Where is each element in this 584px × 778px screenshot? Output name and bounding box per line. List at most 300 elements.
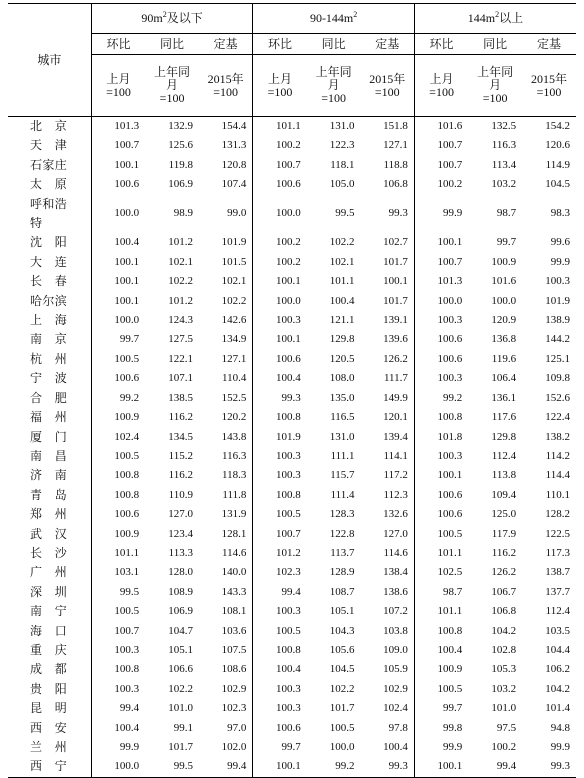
group-label-pre: 144m [467,11,496,25]
value-cell: 100.0 [91,195,145,234]
value-cell: 102.2 [221,294,247,307]
value-cell: 100.7 [414,156,468,175]
value-cell: 114.1 [383,449,408,462]
value-cell: 100.8 [91,466,145,485]
value-cell: 117.9 [491,527,517,540]
base-line: 上年同 [477,65,514,79]
group-label-post: 以上 [499,11,524,25]
city-cell: 西安 [30,720,67,735]
value-cell: 102.2 [329,682,355,695]
value-cell: 103.6 [221,624,247,637]
value-cell: 100.9 [91,408,145,427]
city-cell: 福州 [30,410,67,425]
value-cell: 106.9 [168,605,193,618]
value-cell: 106.9 [168,178,193,191]
value-cell: 111.7 [383,372,408,385]
group-label-post: 及以下 [166,11,203,25]
value-cell: 122.1 [168,352,193,365]
value-cell: 99.5 [335,207,355,220]
value-cell: 99.3 [253,389,307,408]
value-cell: 100.4 [383,741,408,753]
value-cell: 102.7 [383,236,408,249]
value-cell: 137.7 [545,585,570,598]
value-cell: 100.3 [253,602,307,621]
value-cell: 102.5 [414,563,468,582]
value-cell: 127.0 [168,508,193,521]
city-cell: 南京 [30,332,67,347]
value-cell: 100.8 [414,408,468,427]
value-cell: 105.6 [329,643,355,656]
value-cell: 100.1 [414,757,468,777]
value-cell: 100.2 [491,741,517,753]
city-cell: 昆明 [30,701,67,716]
group-header-small [91,4,253,34]
value-cell: 138.7 [545,566,570,579]
value-cell: 113.4 [491,158,517,171]
value-cell: 127.1 [221,352,247,365]
value-cell: 102.2 [168,275,193,288]
value-cell: 101.2 [253,544,307,563]
value-cell: 135.0 [329,391,355,404]
value-cell: 101.1 [329,275,355,288]
value-cell: 113.7 [330,546,355,559]
value-cell: 99.2 [91,389,145,408]
value-cell: 131.0 [329,430,355,443]
value-cell: 104.2 [491,624,517,637]
value-cell: 105.0 [329,178,355,191]
value-cell: 120.9 [491,314,517,327]
city-cell: 大连 [30,254,67,269]
value-cell: 101.9 [221,236,247,249]
city-cell: 宁波 [30,371,67,386]
value-cell: 100.8 [253,641,307,660]
value-cell: 116.2 [491,546,517,559]
value-cell: 100.2 [414,175,468,194]
value-cell: 111.4 [330,488,355,501]
value-cell: 100.3 [414,311,468,330]
value-cell: 100.4 [91,719,145,738]
value-cell: 102.3 [221,702,247,715]
value-cell: 110.9 [168,488,193,501]
value-cell: 132.6 [383,508,408,521]
value-cell: 151.8 [383,120,408,132]
value-cell: 100.7 [91,622,145,641]
table-row [8,719,576,738]
value-cell: 101.0 [168,702,193,715]
value-cell: 100.1 [253,330,307,349]
value-cell: 116.2 [168,411,193,424]
table-row [8,660,576,679]
table-row [8,350,576,369]
value-cell: 101.7 [383,255,408,268]
table-row [8,272,576,291]
base-line: 月 [327,78,340,92]
value-cell: 109.8 [545,372,570,385]
value-cell: 138.9 [545,314,570,327]
value-cell: 114.6 [383,546,408,559]
value-cell: 98.7 [414,583,468,602]
value-cell: 100.6 [253,719,307,738]
value-cell: 107.4 [221,178,247,191]
base-line: =100 [106,84,131,99]
value-cell: 128.9 [329,566,355,579]
sub-header-fixed-base: 定基 [199,34,253,55]
value-cell: 118.3 [222,469,247,482]
table-row [8,699,576,718]
city-cell: 上海 [30,313,67,328]
value-cell: 99.3 [522,757,576,777]
value-cell: 143.8 [221,430,247,443]
value-cell: 105.3 [491,663,517,676]
city-cell: 贵阳 [30,681,67,696]
value-cell: 124.3 [168,314,193,327]
value-cell: 99.9 [550,741,570,753]
value-cell: 108.9 [168,585,193,598]
value-cell: 99.4 [468,757,522,777]
base-header-2015 [522,55,576,117]
value-cell: 116.5 [330,411,355,424]
value-cell: 114.9 [545,158,570,171]
value-cell: 99.1 [173,721,193,734]
value-cell: 112.4 [491,449,517,462]
value-cell: 100.6 [253,175,307,194]
value-cell: 104.3 [329,624,355,637]
value-cell: 122.4 [545,411,570,424]
value-cell: 120.6 [545,139,570,152]
value-cell: 120.5 [329,352,355,365]
value-cell: 120.2 [221,411,247,424]
value-cell: 128.0 [168,566,193,579]
value-cell: 102.9 [221,682,247,695]
value-cell: 100.3 [253,311,307,330]
sub-header-yoy: 同比 [468,34,522,55]
value-cell: 103.5 [545,624,570,637]
table-row [8,641,576,660]
value-cell: 100.2 [253,253,307,272]
value-cell: 98.7 [496,207,517,220]
base-header-prev-month [414,55,468,117]
value-cell: 100.1 [91,156,145,175]
value-cell: 154.4 [221,120,247,132]
base-line: =100 [482,91,508,105]
table-row [8,175,576,194]
table-header [8,4,576,117]
value-cell: 120.8 [221,158,247,171]
value-cell: 122.3 [329,139,355,152]
value-cell: 122.5 [545,527,570,540]
value-cell: 152.5 [221,391,247,404]
value-cell: 100.3 [545,275,570,288]
value-cell: 97.5 [496,721,517,734]
value-cell: 98.9 [173,207,193,220]
group-label-pre: 90m [141,11,163,25]
value-cell: 103.2 [491,682,517,695]
table-row [8,389,576,408]
value-cell: 138.5 [168,391,193,404]
value-cell: 125.0 [491,508,517,521]
value-cell: 142.6 [221,314,247,327]
value-cell: 99.9 [550,255,570,268]
city-cell: 杭州 [30,351,67,366]
value-cell: 103.2 [491,178,517,191]
value-cell: 138.4 [383,566,408,579]
value-cell: 102.3 [253,563,307,582]
value-cell: 100.5 [329,721,355,734]
city-cell: 厦门 [30,429,67,444]
value-cell: 107.2 [383,605,408,618]
sub-header-yoy: 同比 [307,34,361,55]
base-header-prev-month [91,55,145,117]
value-cell: 100.2 [253,233,307,252]
table-row [8,757,576,777]
city-cell: 天津 [30,138,67,153]
value-cell: 131.9 [221,508,247,521]
value-cell: 100.1 [91,272,145,291]
group-header-medium [253,4,415,34]
value-cell: 100.5 [91,350,145,369]
value-cell: 104.7 [168,624,193,637]
value-cell: 99.7 [414,699,468,718]
city-cell: 广州 [30,565,67,580]
base-line: =100 [374,84,400,99]
value-cell: 111.1 [330,449,355,462]
value-cell: 100.8 [253,486,307,505]
value-cell: 99.6 [550,236,570,249]
value-cell: 117.6 [491,411,517,424]
value-cell: 100.7 [414,253,468,272]
table-row [8,583,576,602]
value-cell: 100.5 [414,680,468,699]
value-cell: 104.4 [545,643,570,656]
base-line: 上年同 [315,65,352,79]
value-cell: 128.3 [329,508,355,521]
base-line: 上月 [268,71,293,86]
value-cell: 100.5 [91,602,145,621]
value-cell: 106.7 [491,585,517,598]
price-index-table-container [8,3,576,778]
value-cell: 100.1 [383,275,408,288]
city-cell: 兰州 [30,740,67,754]
base-line: 月 [166,78,179,92]
base-header-row [8,55,576,117]
sub-header-yoy: 同比 [145,34,199,55]
value-cell: 107.5 [221,643,247,656]
value-cell: 128.2 [545,508,570,521]
value-cell: 110.1 [545,488,570,501]
value-cell: 122.8 [329,527,355,540]
value-cell: 99.2 [414,389,468,408]
value-cell: 102.2 [329,236,355,249]
value-cell: 134.5 [168,430,193,443]
group-label-sup: 2 [162,10,167,19]
city-cell: 北京 [30,119,67,133]
base-line: 上月 [429,71,454,86]
city-cell: 沈阳 [30,235,67,250]
value-cell: 100.8 [414,622,468,641]
city-cell: 合肥 [30,390,67,405]
value-cell: 100.9 [414,660,468,679]
value-cell: 97.8 [388,721,408,734]
value-cell: 99.3 [388,207,408,220]
value-cell: 99.7 [91,330,145,349]
value-cell: 102.4 [383,702,408,715]
value-cell: 99.5 [145,757,199,777]
city-cell: 南昌 [30,448,67,463]
city-column-header: 城市 [8,4,91,117]
value-cell: 105.1 [329,605,355,618]
value-cell: 101.4 [545,702,570,715]
value-cell: 139.6 [383,333,408,346]
city-cell: 长沙 [30,545,67,560]
value-cell: 138.6 [383,585,408,598]
value-cell: 101.2 [168,236,193,249]
value-cell: 103.8 [383,624,408,637]
value-cell: 118.8 [383,158,408,171]
table-row [8,117,576,137]
value-cell: 100.0 [329,741,355,753]
value-cell: 134.9 [221,333,247,346]
value-cell: 99.7 [496,236,517,249]
value-cell: 101.7 [329,702,355,715]
value-cell: 100.3 [253,699,307,718]
city-cell: 武汉 [30,526,67,541]
value-cell: 101.0 [491,702,517,715]
base-header-2015 [199,55,253,117]
value-cell: 99.0 [227,207,247,220]
value-cell: 116.3 [222,449,247,462]
value-cell: 136.8 [491,333,517,346]
base-header-2015 [361,55,415,117]
value-cell: 152.6 [545,391,570,404]
value-cell: 129.8 [491,430,517,443]
city-cell: 济南 [30,468,67,483]
base-line: 上年同 [154,65,191,79]
table-row [8,505,576,524]
table-row [8,738,576,757]
value-cell: 120.1 [383,411,408,424]
value-cell: 101.1 [253,117,307,137]
value-cell: 121.1 [329,314,355,327]
value-cell: 103.1 [91,563,145,582]
value-cell: 131.0 [329,120,355,132]
value-cell: 125.1 [545,352,570,365]
value-cell: 127.0 [383,527,408,540]
value-cell: 101.7 [168,741,193,753]
value-cell: 107.1 [168,372,193,385]
sub-header-mom: 环比 [253,34,307,55]
city-cell: 南宁 [30,604,67,619]
value-cell: 136.1 [491,391,517,404]
value-cell: 102.9 [383,682,408,695]
value-cell: 100.5 [414,525,468,544]
base-line: 2015年 [207,71,244,86]
value-cell: 99.9 [414,195,468,234]
group-header-large [414,4,576,34]
value-cell: 108.7 [329,585,355,598]
value-cell: 105.1 [168,643,193,656]
value-cell: 140.0 [221,566,247,579]
sub-header-fixed-base: 定基 [361,34,415,55]
value-cell: 99.4 [199,757,253,777]
base-line: 月 [489,78,502,92]
base-line: 2015年 [369,71,406,86]
value-cell: 116.2 [168,469,193,482]
value-cell: 100.3 [91,641,145,660]
base-line: =100 [429,84,454,99]
value-cell: 102.1 [329,255,355,268]
table-row [8,253,576,272]
value-cell: 149.9 [383,391,408,404]
city-cell: 哈尔滨 [30,293,67,308]
base-line: 上月 [106,71,131,86]
value-cell: 129.8 [329,333,355,346]
value-cell: 102.2 [168,682,193,695]
group-header-row [8,4,576,34]
group-label-pre: 90-144m [309,11,354,25]
value-cell: 101.3 [414,272,468,291]
value-cell: 117.2 [383,469,408,482]
value-cell: 115.7 [330,469,355,482]
value-cell: 101.2 [168,294,193,307]
value-cell: 99.8 [414,719,468,738]
value-cell: 101.6 [491,275,517,288]
value-cell: 112.3 [383,488,408,501]
city-cell: 石家庄 [30,157,67,172]
value-cell: 144.2 [545,333,570,346]
value-cell: 100.0 [253,195,307,234]
value-cell: 116.3 [491,139,517,152]
city-cell: 太原 [30,177,67,192]
value-cell: 100.4 [414,641,468,660]
value-cell: 101.7 [383,294,408,307]
base-line: =100 [321,91,346,105]
value-cell: 102.1 [221,275,247,288]
value-cell: 100.1 [91,292,145,311]
value-cell: 154.2 [545,120,570,132]
value-cell: 100.3 [414,369,468,388]
value-cell: 100.6 [253,350,307,369]
value-cell: 100.3 [253,447,307,466]
table-row [8,622,576,641]
value-cell: 127.5 [168,333,193,346]
value-cell: 101.8 [414,428,468,447]
value-cell: 100.7 [414,136,468,155]
value-cell: 101.6 [414,117,468,137]
city-cell: 青岛 [30,487,67,502]
value-cell: 100.9 [91,525,145,544]
city-cell: 成都 [30,662,67,677]
value-cell: 101.1 [91,544,145,563]
base-header-same-month-last-year [145,55,199,117]
value-cell: 109.0 [383,643,408,656]
value-cell: 99.4 [91,699,145,718]
value-cell: 131.3 [221,139,247,152]
value-cell: 100.6 [414,486,468,505]
base-line: 2015年 [531,71,568,86]
value-cell: 100.5 [253,505,307,524]
table-row [8,680,576,699]
value-cell: 100.6 [91,369,145,388]
value-cell: 99.3 [361,757,415,777]
value-cell: 139.1 [383,314,408,327]
table-row [8,195,576,234]
value-cell: 99.9 [414,738,468,757]
value-cell: 119.6 [491,352,517,365]
value-cell: 99.7 [253,738,307,757]
value-cell: 112.4 [545,605,570,618]
value-cell: 114.4 [545,469,570,482]
value-cell: 106.8 [491,605,517,618]
